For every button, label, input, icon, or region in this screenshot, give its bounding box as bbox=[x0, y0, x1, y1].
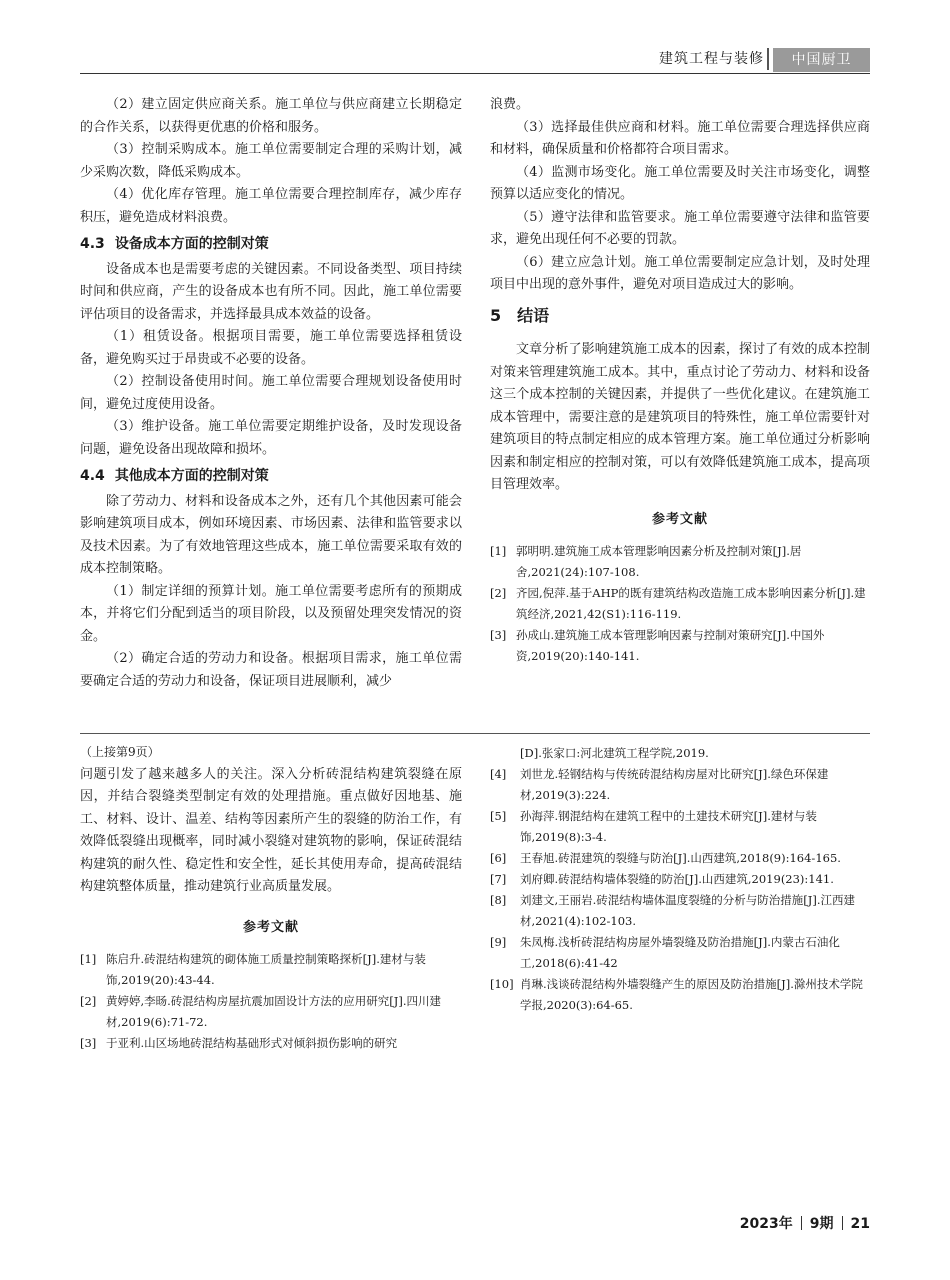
paragraph: （3）维护设备。施工单位需要定期维护设备，及时发现设备问题，避免设备出现故障和损坏。 bbox=[80, 419, 462, 457]
paragraph: （1）租赁设备。根据项目需要，施工单位需要选择租赁设备，避免购买过于昂贵或不必要的设备。 bbox=[80, 329, 462, 367]
paragraph: （2）控制设备使用时间。施工单位需要合理规划设备使用时间，避免过度使用设备。 bbox=[80, 374, 462, 412]
bottom-left-column bbox=[80, 741, 462, 1054]
reference-item: [8] 刘建文,王丽岩.砖混结构墙体温度裂缝的分析与防治措施[J].江西建材,2021(4):102-103. bbox=[490, 893, 856, 928]
journal-badge: 中国厨卫 bbox=[773, 48, 870, 72]
paragraph: （5）遵守法律和监管要求。施工单位需要遵守法律和监管要求，避免出现任何不必要的罚款。 bbox=[490, 209, 870, 247]
reference-item: [5] 孙海萍.钢混结构在建筑工程中的土建技术研究[J].建材与装饰,2019(8):3-4. bbox=[490, 809, 817, 844]
conclusion-paragraph: 文章分析了影响建筑施工成本的因素，探讨了有效的成本控制对策来管理建筑施工成本。其中，重点讨论了劳动力、材料和设备这三个成本控制的关键因素，并提供了一些优化建议。在建筑施工成本管理中，需要注意的是建筑项目的特殊性，施工单位需要针对建筑项目的特点制定相应的成本管理方案。施工单位通过分析影响因素和制定相应的控制对策，可以有效降低建筑施工成本，提高项目管理效率。 bbox=[490, 342, 870, 492]
header-divider bbox=[767, 48, 769, 70]
top-left-column bbox=[80, 94, 462, 693]
paragraph: （2）确定合适的劳动力和设备。根据项目需求，施工单位需要确定合适的劳动力和设备，保证项目进展顺利，减少 bbox=[80, 651, 462, 689]
page-footer bbox=[740, 1213, 870, 1233]
reference-item: [7] 刘府卿.砖混结构墙体裂缝的防治[J].山西建筑,2019(23):141. bbox=[490, 872, 834, 886]
footer-year: 2023年 bbox=[739, 1216, 793, 1232]
paragraph: （4）优化库存管理。施工单位需要合理控制库存，减少库存积压，避免造成材料浪费。 bbox=[80, 187, 462, 225]
references-list bbox=[490, 743, 870, 1016]
paragraph: 问题引发了越来越多人的关注。深入分析砖混结构建筑裂缝在原因，并结合裂缝类型制定有效的处理措施。重点做好因地基、施工、材料、设计、温差、结构等因素所产生的裂缝的防治工作，有效降低裂缝出现概率，同时减小裂缝对建筑物的影响，保证砖混结构建筑的耐久性、稳定性和安全性，延长其使用寿命，提高砖混结构建筑整体质量，推动建筑行业高质量发展。 bbox=[80, 766, 462, 894]
paragraph: （4）监测市场变化。施工单位需要及时关注市场变化，调整预算以适应变化的情况。 bbox=[490, 164, 870, 202]
reference-item: [1] 陈启升.砖混结构建筑的砌体施工质量控制策略探析[J].建材与装饰,2019(20):43-44. bbox=[80, 952, 426, 987]
paragraph-continuation: 浪费。 bbox=[490, 97, 530, 112]
reference-item: [2] 黄婷婷,李旸.砖混结构房屋抗震加固设计方法的应用研究[J].四川建材,2019(6):71-72. bbox=[80, 994, 442, 1029]
paragraph: （3）控制采购成本。施工单位需要制定合理的采购计划，减少采购次数，降低采购成本。 bbox=[80, 142, 462, 180]
section-heading-4-3: 4.3 设备成本方面的控制对策 bbox=[80, 236, 269, 252]
page-number: 21 bbox=[850, 1216, 870, 1232]
continued-note: （上接第9页） bbox=[80, 745, 160, 759]
section-heading-4-4: 4.4 其他成本方面的控制对策 bbox=[80, 468, 269, 484]
references-title: 参考文献 bbox=[242, 919, 299, 935]
paragraph: （3）选择最佳供应商和材料。施工单位需要合理选择供应商和材料，确保质量和价格都符合项目需求。 bbox=[490, 119, 870, 157]
reference-item: [2] 齐园,倪萍.基于AHP的既有建筑结构改造施工成本影响因素分析[J].建筑经济,2021,42(S1):116-119. bbox=[490, 586, 866, 621]
footer-divider bbox=[842, 1216, 843, 1230]
paragraph: 设备成本也是需要考虑的关键因素。不同设备类型、项目持续时间和供应商，产生的设备成本也有所不同。因此，施工单位需要评估项目的设备需求，并选择最具成本效益的设备。 bbox=[80, 261, 462, 322]
reference-item: [4] 刘世龙.轻钢结构与传统砖混结构房屋对比研究[J].绿色环保建材,2019(3):224. bbox=[490, 767, 829, 802]
reference-item: [3] 孙成山.建筑施工成本管理影响因素与控制对策研究[J].中国外资,2019(20):140-141. bbox=[490, 628, 825, 663]
reference-item: [9] 朱凤梅.浅析砖混结构房屋外墙裂缝及防治措施[J].内蒙古石油化工,2018(6):41-42 bbox=[490, 935, 840, 970]
bottom-right-column bbox=[490, 743, 870, 1016]
paragraph: （6）建立应急计划。施工单位需要制定应急计划，及时处理项目中出现的意外事件，避免对项目造成过大的影响。 bbox=[490, 254, 870, 292]
references-title: 参考文献 bbox=[651, 511, 708, 527]
top-right-column bbox=[490, 94, 870, 667]
reference-item: [10] 肖琳.浅谈砖混结构外墙裂缝产生的原因及防治措施[J].滁州技术学院学报,2020(3):64-65. bbox=[490, 977, 863, 1012]
paragraph: （2）建立固定供应商关系。施工单位与供应商建立长期稳定的合作关系，以获得更优惠的价格和服务。 bbox=[80, 97, 462, 135]
header-rule bbox=[80, 73, 870, 74]
references-list bbox=[490, 541, 870, 667]
reference-item: [3] 于亚利.山区场地砖混结构基础形式对倾斜损伤影响的研究 bbox=[80, 1036, 398, 1050]
references-list bbox=[80, 949, 462, 1054]
reference-item: [1] 郭明明.建筑施工成本管理影响因素分析及控制对策[J].居舍,2021(24):107-108. bbox=[490, 544, 802, 579]
footer-issue: 9期 bbox=[809, 1216, 834, 1232]
section-divider bbox=[80, 733, 870, 734]
paragraph: 除了劳动力、材料和设备成本之外，还有几个其他因素可能会影响建筑项目成本，例如环境因素、市场因素、法律和监管要求以及技术因素。为了有效地管理这些成本，施工单位需要采取有效的成本控制策略。 bbox=[80, 493, 462, 576]
reference-continuation: [D].张家口:河北建筑工程学院,2019. bbox=[520, 746, 709, 760]
paragraph: （1）制定详细的预算计划。施工单位需要考虑所有的预期成本，并将它们分配到适当的项目阶段，以及预留处理突发情况的资金。 bbox=[80, 583, 462, 644]
journal-title: 建筑工程与装修 bbox=[659, 51, 764, 67]
reference-item: [6] 王春旭.砖混建筑的裂缝与防治[J].山西建筑,2018(9):164-165. bbox=[490, 851, 841, 865]
section-heading-5: 5 结语 bbox=[490, 305, 550, 325]
footer-divider bbox=[801, 1216, 802, 1230]
